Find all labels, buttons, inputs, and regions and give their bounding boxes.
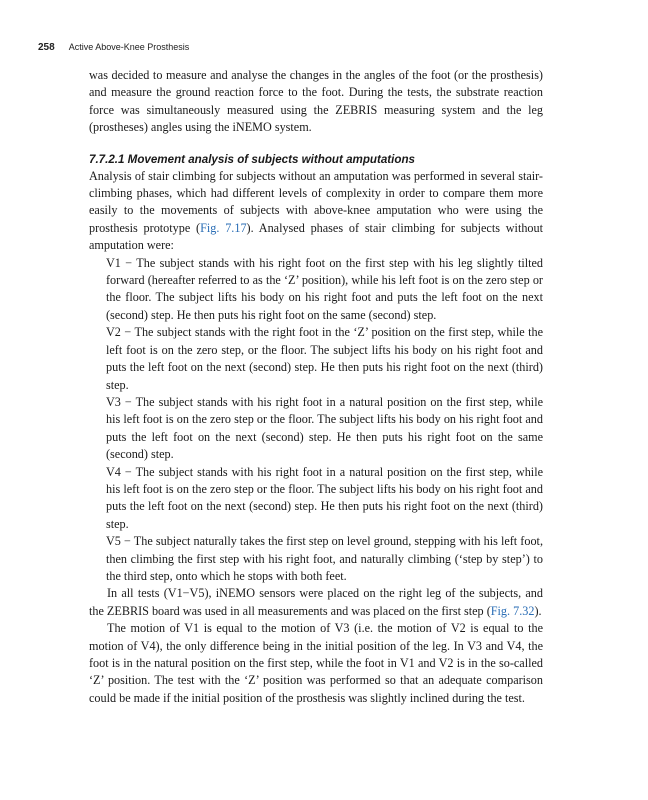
phase-item-v3: V3 − The subject stands with his right foot in a natural position on the first step, while his left foot is on the zero step or the floor. The subject lifts his body on his right foot and puts the left foot on the next (second) step. He then puts his right foot on the same (second) step.: [106, 394, 543, 462]
tests-text-start: In all tests (V1−V5), iNEMO sensors were placed on the right leg of the subjects, and the ZEBRIS board was used in all measurements and was placed on the first step (: [89, 586, 543, 618]
tests-text-end: ).: [534, 603, 542, 618]
phase-item-v1: V1 − The subject stands with his right foot on the first step with his leg slightly tilted forward (hereafter referred to as the ‘Z’ position), while his left foot is on the zero step or the floor. The subject lifts his body on his right foot and puts the left foot on the next (second) step. He then puts his right foot on the same (second) step.: [106, 255, 543, 322]
tests-paragraph: [89, 585, 543, 620]
analysis-text-start: Analysis of stair climbing for subjects without an amputation was performed in several stair-climbing phases, which had different levels of complexity in order to compare them more easily to the movements of subjects with above-knee amputation who were using the prosthesis prototype (: [89, 168, 543, 235]
running-head: [38, 42, 189, 53]
phase-item-v5: V5 − The subject naturally takes the first step on level ground, stepping with his left foot, then climbing the first step with his right foot, and naturally climbing (‘step by step’) to the third step, onto which he stops with both feet.: [106, 534, 543, 583]
body-text: [89, 67, 543, 707]
analysis-text-end: ). Analysed phases of stair climbing for subjects without amputation were:: [89, 220, 543, 253]
section-heading: 7.7.2.1 Movement analysis of subjects without amputations: [89, 152, 415, 166]
page-number: 258: [38, 42, 55, 53]
motion-paragraph: The motion of V1 is equal to the motion of V3 (i.e. the motion of V2 is equal to the motion of V4), the only difference being in the initial position of the leg. In V3 and V4, the foot is in the natural position on the first step, while the foot in V1 and V2 is in the so-called ‘Z’ position. The test with the ‘Z’ position was performed so that an adequate comparison could be made if the initial position of the prosthesis was slightly inclined during the test.: [89, 621, 543, 705]
figure-link-7-32[interactable]: Fig. 7.32: [490, 603, 535, 618]
phase-item-v2: V2 − The subject stands with the right foot in the ‘Z’ position on the first step, while the left foot is on the zero step, or the floor. The subject lifts his body on his right foot and puts the left foot on the next (second) step. He then puts his right foot on the next (third) step.: [106, 325, 543, 392]
phase-item-v4: V4 − The subject stands with his right foot in a natural position on the first step, while his left foot is on the zero step or the floor. The subject lifts his body on his right foot and puts the left foot on the next (second) step. He then puts his right foot on the next (third) step.: [106, 464, 543, 531]
figure-link-7-17[interactable]: Fig. 7.17: [200, 220, 247, 235]
analysis-paragraph: [89, 168, 543, 255]
running-title: Active Above-Knee Prosthesis: [68, 42, 190, 52]
intro-paragraph: was decided to measure and analyse the changes in the angles of the foot (or the prosthesis) and measure the ground reaction force to the foot. During the tests, the substrate reaction force was simultaneously measured using the ZEBRIS measuring system and the leg (prostheses) angles using the iNEMO system.: [89, 68, 543, 135]
